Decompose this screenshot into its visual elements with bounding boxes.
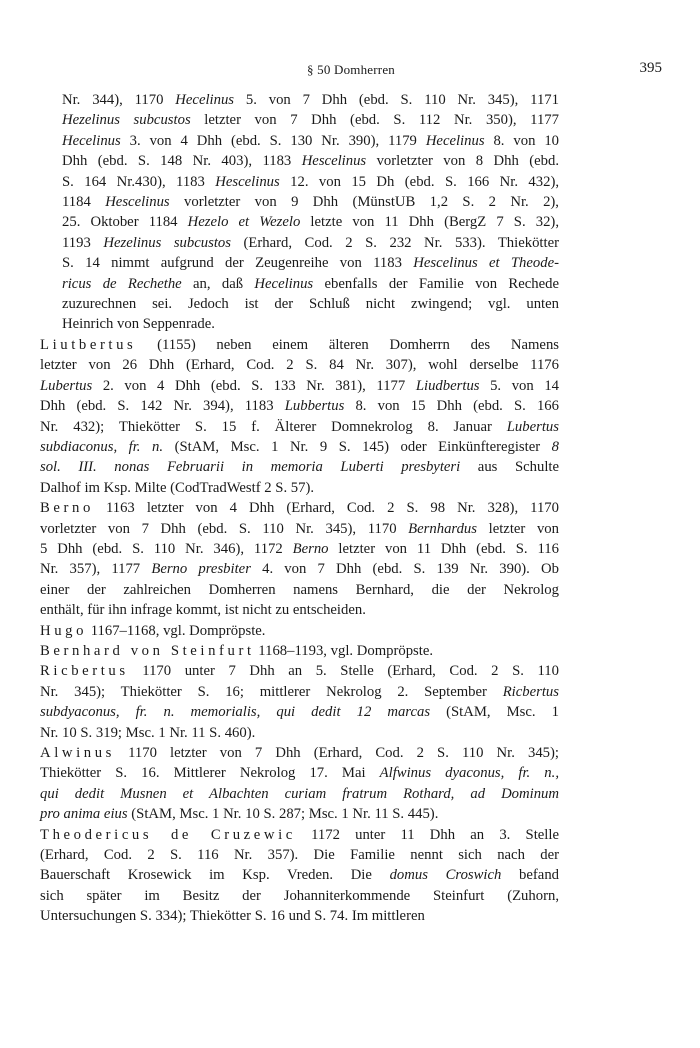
text-line	[62, 151, 559, 171]
text-run: Heinrich von Seppenrade.	[62, 316, 215, 333]
text-run: letzte von 11 Dhh (BergZ 7 S. 32),	[300, 214, 559, 231]
italic-text: sol. III. nonas Februarii in memoria Luberti presbyteri	[40, 459, 461, 476]
text-run: 1184	[62, 194, 106, 211]
text-line	[62, 274, 559, 294]
text-run: letzter von 7 Dhh (ebd. S. 112 Nr. 350), 1177	[190, 112, 559, 129]
italic-text: subdiaconus, fr. n.	[40, 438, 164, 455]
italic-text: Alfwinus dyaconus, fr. n.,	[379, 765, 559, 782]
text-run: (StAM, Msc. 1 Nr. 9 S. 145) oder Einkünfteregister	[163, 438, 552, 455]
italic-text: Hezelo et Wezelo	[187, 214, 301, 231]
text-line	[40, 559, 559, 579]
text-run: 5. von 7 Dhh (ebd. S. 110 Nr. 345), 1171	[234, 92, 559, 108]
text-run: 1193	[62, 234, 104, 251]
italic-text: domus Croswich	[389, 867, 502, 884]
register-entry	[40, 621, 559, 641]
text-run: sich später im Besitz der Johanniterkommende Steinfurt (Zuhorn,	[40, 887, 559, 904]
italic-text: subdyaconus, fr. n. memorialis, qui dedit 12 marcas	[40, 704, 431, 721]
entry-name: Berno	[40, 500, 94, 517]
italic-text: Liudbertus	[415, 377, 480, 394]
text-line	[40, 621, 559, 641]
running-title: § 50 Domherren	[307, 62, 395, 77]
text-run: befand	[501, 867, 560, 884]
italic-text: Hescelinus	[105, 194, 170, 211]
register-entry	[40, 825, 559, 927]
text-line	[40, 784, 559, 804]
text-line	[40, 702, 559, 722]
text-run: S. 164 Nr.430), 1183	[62, 173, 216, 190]
italic-text: Ricbertus	[502, 683, 559, 700]
text-run: enthält, für ihn infrage kommt, ist nicht zu entscheiden.	[40, 602, 366, 619]
entry-name: Liutbertus	[40, 336, 137, 353]
text-run: (StAM, Msc. 1	[430, 704, 559, 721]
italic-text: Hescelinus et Theode-	[413, 255, 559, 272]
text-line	[40, 519, 559, 539]
text-run: 25. Oktober 1184	[62, 214, 188, 231]
register-entry	[40, 641, 559, 661]
italic-text: Hecelinus	[62, 132, 121, 149]
text-run: (Erhard, Cod. 2 S. 232 Nr. 533). Thiekötter	[230, 234, 559, 251]
text-line	[40, 580, 559, 600]
text-run: 5 Dhh (ebd. S. 110 Nr. 346), 1172	[40, 540, 293, 557]
text-run: Nr. 10 S. 319; Msc. 1 Nr. 11 S. 460).	[40, 724, 256, 741]
register-entry	[40, 743, 559, 825]
text-run: (StAM, Msc. 1 Nr. 10 S. 287; Msc. 1 Nr. 11 S. 445).	[127, 806, 439, 823]
text-line	[40, 437, 559, 457]
text-run: zuzurechnen sei. Jedoch ist der Schluß nicht zwingend; vgl. unten	[62, 296, 559, 313]
document-body	[40, 90, 559, 927]
text-run: 4. von 7 Dhh (ebd. S. 139 Nr. 390). Ob	[250, 561, 559, 578]
text-line	[62, 172, 559, 192]
text-line	[40, 825, 559, 845]
text-line	[40, 723, 559, 743]
italic-text: 8	[551, 438, 559, 455]
italic-text: Berno	[292, 540, 329, 557]
italic-text: Hecelinus	[425, 132, 485, 149]
text-line	[62, 294, 559, 314]
running-header	[40, 62, 662, 82]
text-run: Bauerschaft Krosewick im Ksp. Vreden. Die	[40, 867, 390, 884]
italic-text: Hescelinus	[215, 173, 280, 190]
text-run: 12. von 15 Dh (ebd. S. 166 Nr. 432),	[279, 173, 560, 190]
text-line	[62, 212, 559, 232]
text-run: letzter von 26 Dhh (Erhard, Cod. 2 S. 84 Nr. 307), wohl derselbe 1176	[40, 357, 559, 374]
text-line	[40, 376, 560, 396]
text-run: Dalhof im Ksp. Milte (CodTradWestf 2 S. 57).	[40, 479, 315, 496]
italic-text: Berno presbiter	[151, 561, 251, 578]
italic-text: Hecelinus	[175, 92, 235, 108]
italic-text: Lubertus	[40, 377, 93, 394]
text-line	[62, 110, 559, 130]
text-line	[40, 600, 559, 620]
text-run: Thiekötter S. 16. Mittlerer Nekrolog 17. Mai	[40, 765, 380, 782]
text-line	[40, 641, 559, 661]
text-run: vorletzter von 9 Dhh (MünstUB 1,2 S. 2 Nr. 2),	[169, 194, 559, 211]
text-line	[40, 865, 560, 885]
entry-name: Theodericus de Cruzewic	[40, 826, 296, 843]
italic-text: Hezelinus subcustos	[62, 112, 191, 129]
text-run: (1155) neben einem älteren Domherrn des Namens	[136, 336, 559, 353]
text-run: 1170 unter 7 Dhh an 5. Stelle (Erhard, Cod. 2 S. 110	[128, 663, 559, 680]
text-run: 1172 unter 11 Dhh an 3. Stelle	[295, 826, 559, 843]
text-run: 1170 letzter von 7 Dhh (Erhard, Cod. 2 S. 110 Nr. 345);	[114, 745, 559, 761]
text-run: Nr. 357), 1177	[40, 561, 152, 578]
text-run: 8. von 10	[484, 132, 559, 149]
text-line	[62, 90, 559, 110]
text-line	[40, 845, 559, 865]
text-line	[40, 478, 559, 498]
text-line	[40, 661, 559, 681]
text-run: Nr. 344), 1170	[62, 92, 176, 108]
italic-text: Bernhardus	[408, 520, 477, 537]
text-run: letzter von 11 Dhh (ebd. S. 116	[328, 540, 559, 557]
text-line	[40, 396, 559, 416]
text-run: an, daß	[181, 275, 255, 292]
continuation-paragraph	[40, 90, 559, 335]
text-run: vorletzter von 8 Dhh (ebd.	[366, 153, 559, 170]
italic-text: qui dedit Musnen et Albachten curiam fratrum Rothard, ad Dominum	[40, 785, 559, 802]
text-line	[40, 539, 559, 559]
text-run: Dhh (ebd. S. 148 Nr. 403), 1183	[62, 153, 302, 170]
text-run: 1167–1168, vgl. Dompröpste.	[87, 622, 266, 639]
text-line	[40, 804, 559, 824]
text-line	[40, 763, 559, 783]
text-run: ebenfalls der Familie von Rechede	[313, 275, 559, 292]
text-run: 8. von 15 Dhh (ebd. S. 166	[344, 398, 559, 415]
text-line	[62, 253, 559, 273]
italic-text: Lubbertus	[284, 398, 345, 415]
text-line	[40, 498, 559, 518]
text-run: Nr. 345); Thiekötter S. 16; mittlerer Nekrolog 2. September	[40, 683, 503, 700]
text-run: Nr. 432); Thiekötter S. 15 f. Älterer Domnekrolog 8. Januar	[40, 418, 507, 435]
italic-text: Lubertus	[506, 418, 559, 435]
register-entry	[40, 498, 559, 620]
text-line	[40, 335, 559, 355]
text-line	[40, 417, 559, 437]
text-line	[40, 906, 559, 926]
text-run: einer der zahlreichen Domherren namens Bernhard, die der Nekrolog	[40, 581, 559, 598]
text-run: 1168–1193, vgl. Dompröpste.	[254, 642, 434, 659]
text-run: aus Schulte	[460, 459, 560, 476]
italic-text: Hecelinus	[254, 275, 314, 292]
text-run: vorletzter von 7 Dhh (ebd. S. 110 Nr. 345), 1170	[40, 520, 409, 537]
entry-name: Bernhard von Steinfurt	[40, 642, 255, 659]
text-line	[40, 355, 559, 375]
text-run: Dhh (ebd. S. 142 Nr. 394), 1183	[40, 398, 285, 415]
text-line	[40, 682, 559, 702]
entry-name: Alwinus	[40, 745, 115, 761]
register-entry	[40, 661, 559, 743]
text-line	[40, 743, 559, 763]
entry-name: Ricbertus	[40, 663, 129, 680]
register-entry	[40, 335, 559, 498]
text-line	[62, 314, 559, 334]
italic-text: Hescelinus	[301, 153, 367, 170]
text-run: 5. von 14	[479, 377, 560, 394]
text-run: 2. von 4 Dhh (ebd. S. 133 Nr. 381), 1177	[92, 377, 416, 394]
italic-text: ricus de Rechethe	[62, 275, 182, 292]
text-run: 1163 letzter von 4 Dhh (Erhard, Cod. 2 S. 98 Nr. 328), 1170	[93, 500, 559, 517]
text-line	[40, 457, 560, 477]
text-line	[62, 192, 559, 212]
text-run: letzter von	[476, 520, 559, 537]
text-line	[62, 233, 559, 253]
text-run: Untersuchungen S. 334); Thiekötter S. 16 und S. 74. Im mittleren	[40, 908, 425, 925]
text-run: (Erhard, Cod. 2 S. 116 Nr. 357). Die Familie nennt sich nach der	[40, 847, 559, 864]
text-line	[40, 886, 559, 906]
text-run: S. 14 nimmt aufgrund der Zeugenreihe von 1183	[62, 255, 414, 272]
page-number: 395	[639, 60, 662, 76]
italic-text: Hezelinus subcustos	[103, 234, 231, 251]
text-line	[62, 131, 559, 151]
entry-name: Hugo	[40, 622, 88, 639]
italic-text: pro anima eius	[40, 806, 128, 823]
text-run: 3. von 4 Dhh (ebd. S. 130 Nr. 390), 1179	[120, 132, 426, 149]
